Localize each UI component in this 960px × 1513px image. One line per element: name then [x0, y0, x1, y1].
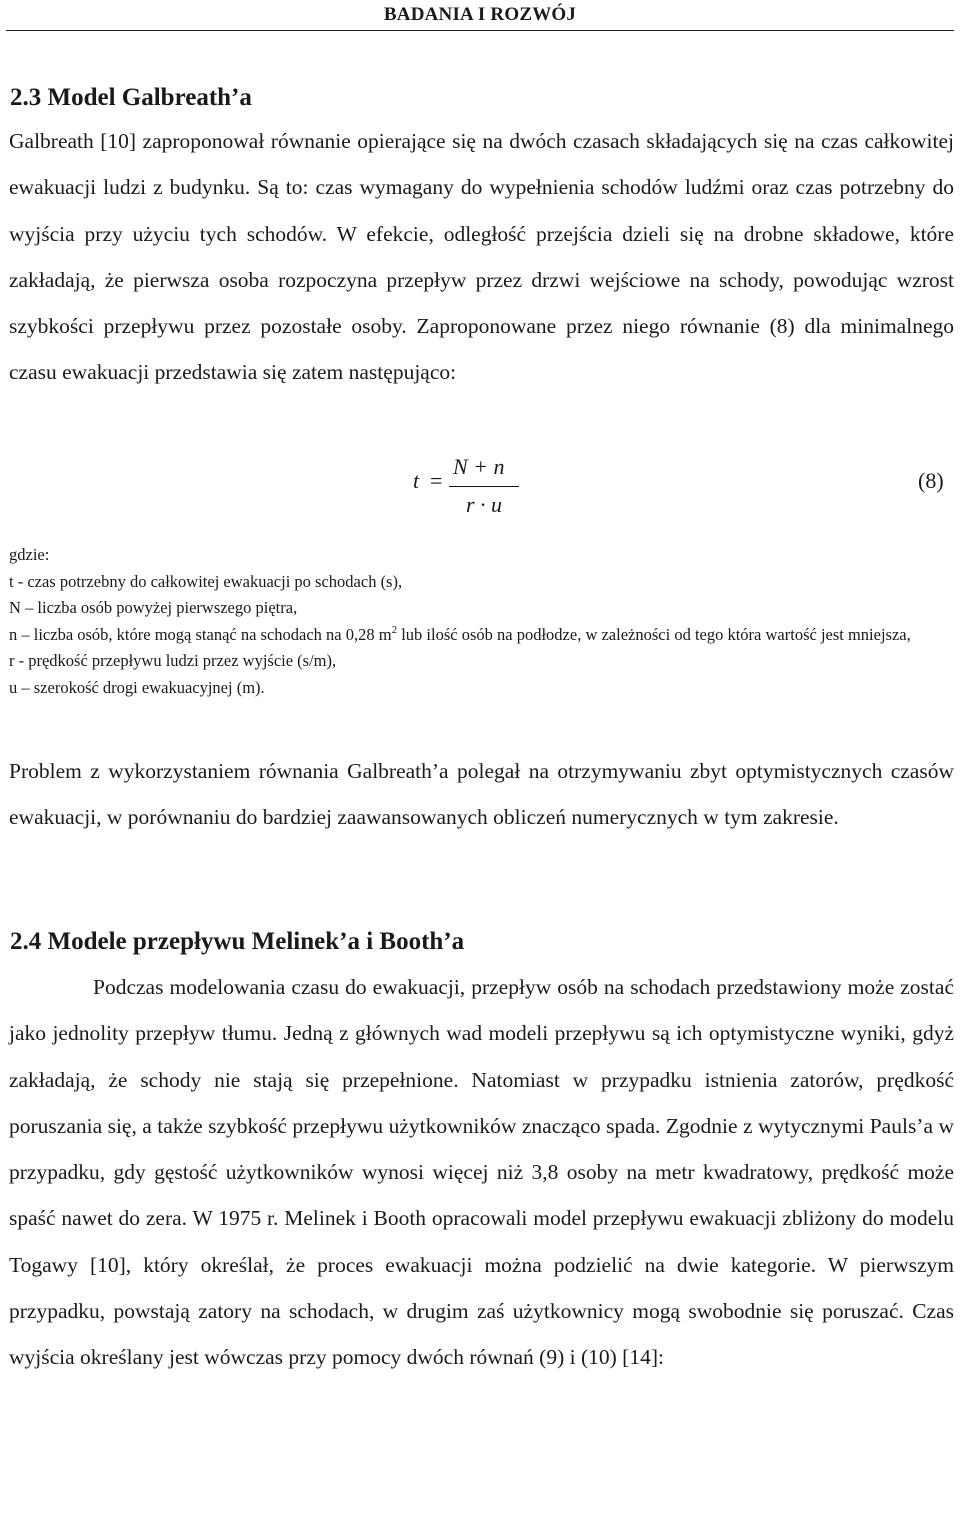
formula-lhs: t: [413, 468, 420, 493]
section-heading-2-3: 2.3 Model Galbreath’a: [10, 84, 252, 111]
fraction-bar: [449, 486, 519, 487]
header-divider: [6, 30, 954, 31]
paragraph-galbreath-problem: Problem z wykorzystaniem równania Galbreath’a polegał na otrzymywaniu zbyt optymistycznych czasów ewakuacji, w porównaniu do bardziej zaawansowanych obliczeń numerycznych w tym zakresie.: [9, 759, 954, 830]
definition-u: u – szerokość drogi ewakuacyjnej (m).: [9, 677, 265, 697]
variable-definitions: [9, 542, 954, 702]
definition-n-superscript: 2: [391, 623, 398, 636]
section-heading-2-4: 2.4 Modele przepływu Melinek’a i Booth’a: [10, 928, 465, 955]
definition-r: r - prędkość przepływu ludzi przez wyjście (s/m),: [9, 651, 337, 671]
definition-t: t - czas potrzebny do całkowitej ewakuacji po schodach (s),: [9, 571, 403, 591]
formula-numerator: N + n: [453, 454, 505, 479]
paragraph-melinek-booth: Podczas modelowania czasu do ewakuacji, przepływ osób na schodach przedstawiony może zostać jako jednolity przepływ tłumu. Jedną z głównych wad modeli przepływu są ich optymistyczne wyniki, gdyż zakładają, że schody nie stają się przepełnione. Natomiast w przypadku istnienia zatorów, prędkość poruszania się, a także szybkość przepływu użytkowników znacząco spada. Zgodnie z wytycznymi Pauls’a w przypadku, gdy gęstość użytkowników wynosi więcej niż 3,8 osoby na metr kwadratowy, prędkość może spaść nawet do zera. W 1975 r. Melinek i Booth opracowali model przepływu ewakuacji zbliżony do modelu Togawy [10], który określał, że proces ewakuacji można podzielić na dwie kategorie. W pierwszym przypadku, powstają zatory na schodach, w drugim zaś użytkownicy mogą swobodnie się poruszać. Czas wyjścia określany jest wówczas przy pomocy dwóch równań (9) i (10) [14]:: [9, 975, 954, 1370]
definition-n-text-continued: lub ilość osób na podłodze, w zależności od tego która wartość jest mniejsza,: [397, 624, 911, 644]
running-header: BADANIA I ROZWÓJ: [383, 4, 577, 25]
definitions-intro: gdzie:: [9, 545, 50, 564]
equation-number: (8): [918, 468, 944, 493]
equation-8: [0, 454, 960, 526]
paragraph-galbreath-intro: Galbreath [10] zaproponował równanie opierające się na dwóch czasach składających się na czas całkowitej ewakuacji ludzi z budynku. Są to: czas wymagany do wypełnienia schodów ludźmi oraz czas potrzebny do wyjścia przy użyciu tych schodów. W efekcie, odległość przejścia dzieli się na drobne składowe, które zakładają, że pierwsza osoba rozpoczyna przepływ przez drzwi wejściowe na schody, powodując wzrost szybkości przepływu przez pozostałe osoby. Zaproponowane przez niego równanie (8) dla minimalnego czasu ewakuacji przedstawia się zatem następująco:: [9, 129, 954, 385]
definition-n-text: n – liczba osób, które mogą stanąć na schodach na 0,28 m: [9, 624, 392, 644]
definition-N: N – liczba osób powyżej pierwszego piętra,: [9, 598, 298, 618]
formula-denominator: r · u: [466, 492, 503, 517]
formula-equals: =: [430, 468, 443, 493]
definition-n: [9, 622, 954, 649]
